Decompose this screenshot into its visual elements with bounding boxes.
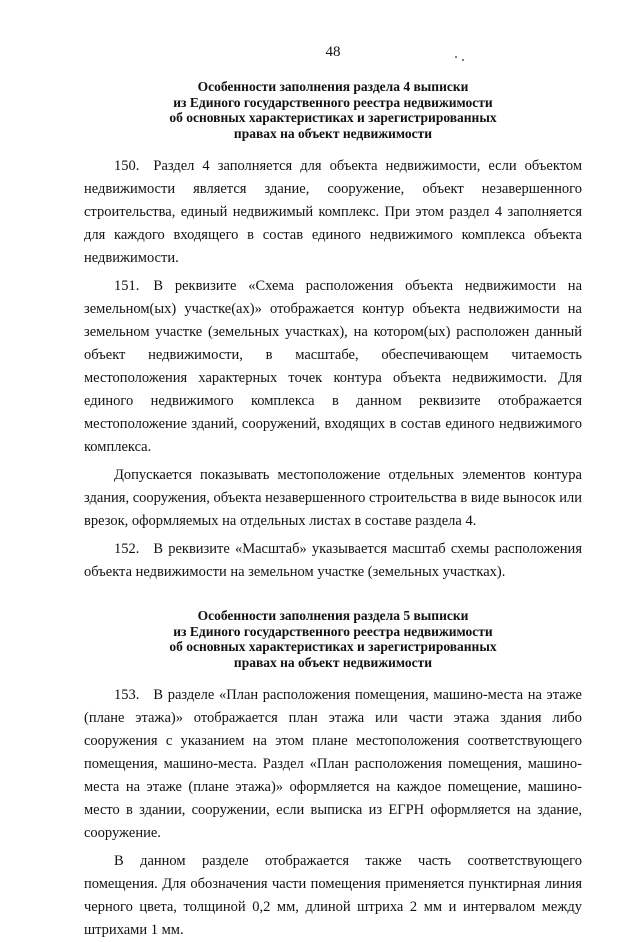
heading-line: правах на объект недвижимости	[233, 125, 433, 141]
paragraph-153	[84, 684, 582, 845]
paragraph-text: В реквизите «Масштаб» указывается масштаб схемы расположения объекта недвижимости на земельном участке (земельных участках).	[84, 541, 582, 580]
heading-line: Особенности заполнения раздела 4 выписки	[197, 79, 469, 94]
paragraph-text: Допускается показывать местоположение отдельных элементов контура здания, сооружения, объекта незавершенного строительства в виде выносок или врезок, оформляемых на отдельных листах в составе раздела 4.	[84, 467, 582, 529]
scan-speck	[462, 59, 464, 61]
paragraph-151-continued	[84, 464, 582, 533]
paragraph-150	[84, 155, 582, 270]
scan-speck	[455, 56, 457, 58]
paragraph-text: В разделе «План расположения помещения, машино-места на этаже (плане этажа)» отображается план этажа или части этажа здания либо сооружения с указанием на этом плане местоположения соответствующего помещения, машино-места. Раздел «План расположения помещения, машино-места на этаже (плане этажа)» оформляется на каждое помещение, машино-место в здании, сооружении, если выписка из ЕГРН оформляется на здание, сооружение.	[84, 687, 582, 841]
paragraph-text: В реквизите «Схема расположения объекта недвижимости на земельном(ых) участке(ах)» отображается контур объекта недвижимости на земельном участке (земельных участках), на котором(ых) расположен данный объект недвижимости, в масштабе, обеспечивающем читаемость местоположения характерных точек контура объекта недвижимости. Для единого недвижимого комплекса в данном реквизите отображается местоположение зданий, сооружений, входящих в состав единого недвижимого комплекса.	[84, 278, 582, 455]
paragraph-text: Раздел 4 заполняется для объекта недвижимости, если объектом недвижимости является здание, сооружение, объект незавершенного строительства, единый недвижимый комплекс. При этом раздел 4 заполняется для каждого входящего в состав единого недвижимого комплекса объекта недвижимости.	[84, 158, 582, 266]
section-5-heading	[84, 608, 582, 670]
paragraph-152	[84, 538, 582, 584]
paragraph-text: В данном разделе отображается также часть соответствующего помещения. Для обозначения части помещения применяется пунктирная линия черного цвета, толщиной 0,2 мм, длиной штриха 2 мм и интервалом между штрихами 1 мм.	[84, 853, 582, 938]
paragraph-number: 153.	[114, 687, 140, 703]
paragraph-number: 150.	[114, 158, 140, 174]
section-4-heading	[84, 79, 582, 141]
heading-line: Особенности заполнения раздела 5 выписки	[197, 608, 469, 623]
heading-line: об основных характеристиках и зарегистрированных	[169, 639, 497, 654]
page-number: 48	[325, 44, 341, 60]
paragraph-153-continued	[84, 850, 582, 942]
paragraph-number: 152.	[114, 541, 140, 557]
paragraph-number: 151.	[114, 278, 140, 294]
paragraph-151	[84, 275, 582, 459]
heading-line: из Единого государственного реестра недвижимости	[173, 94, 493, 110]
heading-line: правах на объект недвижимости	[233, 654, 433, 670]
heading-line: из Единого государственного реестра недвижимости	[173, 623, 493, 639]
heading-line: об основных характеристиках и зарегистрированных	[169, 110, 497, 125]
